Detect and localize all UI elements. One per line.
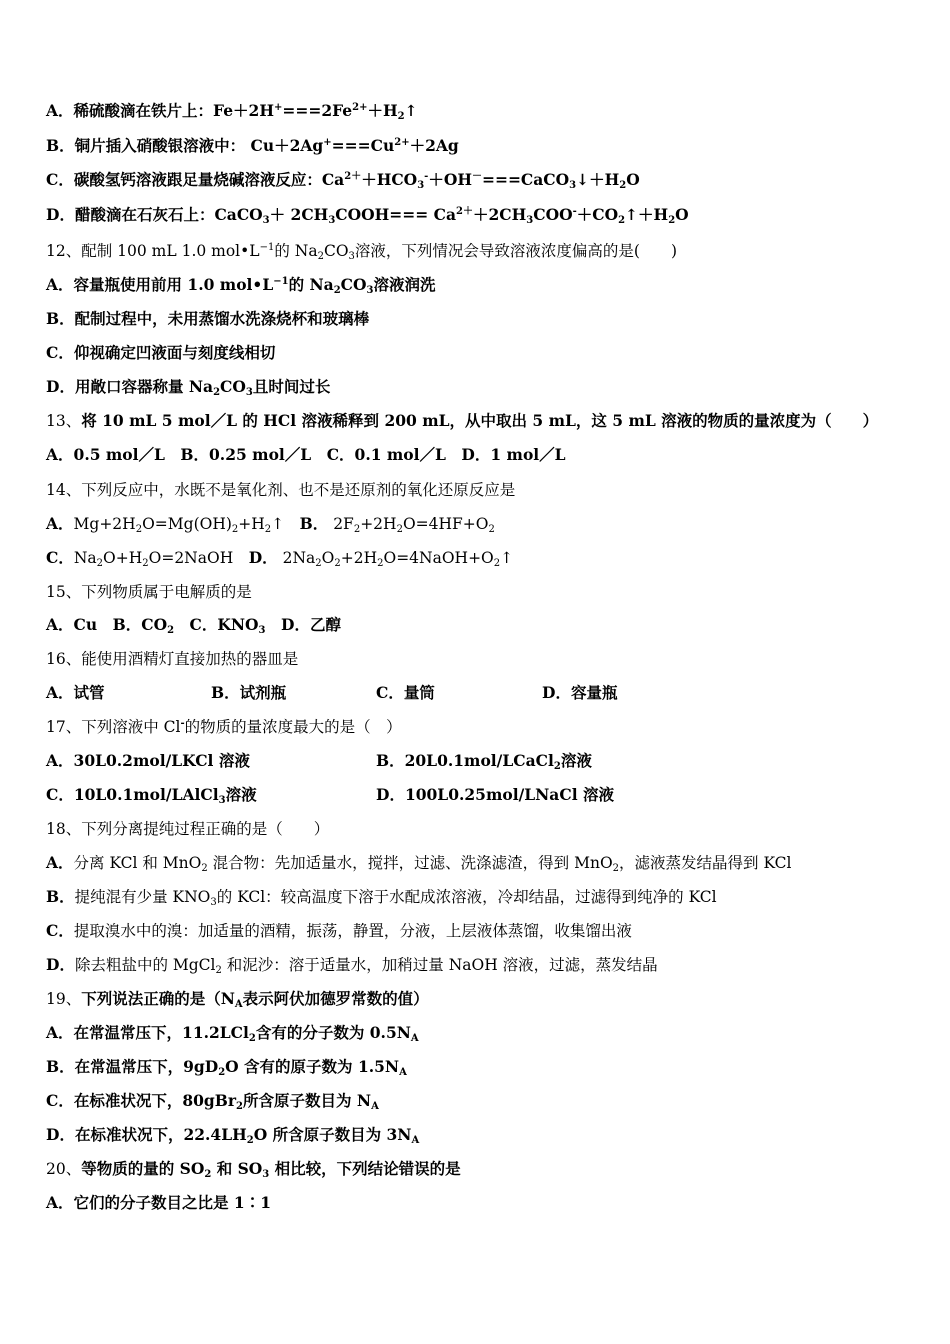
q18-option-b: B．提纯混有少量 $KNO_3$的 KCl：较高温度下溶于水配成浓溶液，冷却结晶，过滤得到纯净的 KCl [46, 887, 717, 908]
q14-stem: 14、下列反应中，水既不是氧化剂、也不是还原剂的氧化还原反应是 [46, 481, 516, 499]
q19-stem: 19、下列说法正确的是（$N_A$表示阿伏加德罗常数的值） [46, 989, 429, 1010]
q16-stem: 16、能使用酒精灯直接加热的器皿是 [46, 650, 299, 668]
q17-option-d: D．100L0.25mol/LNaCl 溶液 [376, 785, 614, 804]
q11-option-a: A．稀硫酸滴在铁片上：$Fe+2H^+===2Fe^{2+}+H_2↑$ [46, 101, 418, 122]
q19-option-a: A．在常温常压下，11.2LCl$_2$含有的分子数为 $0.5N_A$ [46, 1023, 419, 1044]
q12-option-b: B．配制过程中，未用蒸馏水洗涤烧杯和玻璃棒 [46, 309, 370, 328]
q19-option-c: C．在标准状况下，80gBr$_2$所含原子数目为 $N_A$ [46, 1091, 379, 1112]
q17-option-c: C．10L0.1mol/LAlCl$_3$溶液 [46, 785, 257, 806]
q16-option-a: A．试管 [46, 683, 105, 702]
q13-options: A．0.5 mol／L B．0.25 mol／L C．0.1 mol／L D．1 mol／L [46, 445, 566, 464]
q16-option-b: B．试剂瓶 [211, 683, 287, 702]
q17-option-a: A．30L0.2mol/LKCl 溶液 [46, 751, 250, 770]
q18-stem: 18、下列分离提纯过程正确的是（ ） [46, 820, 330, 838]
q12-stem: 12、配制 100 mL 1.0 $mol•L^{-1}$的 $Na_2CO_3$溶液，下列情况会导致溶液浓度偏高的是( ) [46, 242, 678, 262]
q12-option-c: C．仰视确定凹液面与刻度线相切 [46, 343, 276, 362]
q19-option-b: B．在常温常压下，$9gD_2O$ 含有的原子数为 $1.5N_A$ [46, 1057, 407, 1078]
q17-option-b: B．20L0.1mol/LCaCl$_2$溶液 [376, 751, 592, 772]
q18-option-d: D．除去粗盐中的 MgCl$_2$ 和泥沙：溶于适量水，加稍过量 NaOH 溶液，过滤，蒸发结晶 [46, 955, 658, 976]
q15-stem: 15、下列物质属于电解质的是 [46, 583, 252, 601]
q16-option-c: C．量筒 [376, 683, 435, 702]
q19-option-d: D．在标准状况下，$22.4LH_2O$ 所含原子数目为 $3N_A$ [46, 1125, 420, 1146]
q20-option-a: A．它们的分子数目之比是 1∶1 [46, 1193, 271, 1212]
q17-stem: 17、下列溶液中 Cl-的物质的量浓度最大的是（ ） [46, 718, 402, 736]
q11-option-d: D．醋酸滴在石灰石上：CaCO$_3$＋ $2CH_3COOH===$ $Ca^{2+}+2CH_3COO^-+CO_2↑+H_2O$ [46, 205, 689, 226]
q16-option-d: D．容量瓶 [542, 683, 618, 702]
q18-option-c: C．提取溴水中的溴：加适量的酒精，振荡，静置，分液，上层液体蒸馏，收集馏出液 [46, 921, 632, 940]
q14-options-cd: C．$Na_2O+H_2O=2NaOH$ D． $2Na_2O_2+2H_2O=4NaOH+O_2↑$ [46, 548, 514, 569]
q20-stem: 20、等物质的量的 $SO_2$ 和 $SO_3$ 相比较，下列结论错误的是 [46, 1159, 461, 1180]
q13-stem: 13、将 10 mL 5 mol／L 的 HCl 溶液稀释到 200 mL，从中取出 5 mL，这 5 mL 溶液的物质的量浓度为（ ） [46, 411, 879, 430]
q12-option-d: D．用敞口容器称量 $Na_2CO_3$且时间过长 [46, 377, 331, 398]
q11-option-c: C．碳酸氢钙溶液跟足量烧碱溶液反应：$Ca^{2+}+HCO_3^-+OH^-===CaCO_3↓+H_2O$ [46, 170, 640, 191]
q15-options: A．Cu B．$CO_2$ C．$KNO_3$ D．乙醇 [46, 615, 341, 636]
q14-options-ab: A．$Mg+2H_2O=Mg(OH)_2+H_2↑$ B． $2F_2+2H_2O=4HF+O_2$ [46, 514, 495, 535]
q18-option-a: A．分离 KCl 和 MnO$_2$ 混合物：先加适量水，搅拌，过滤、洗涤滤渣，得到 MnO$_2$，滤液蒸发结晶得到 KCl [46, 853, 792, 874]
q12-option-a: A．容量瓶使用前用 1.0 $mol•L^{-1}$的 $Na_2CO_3$溶液润洗 [46, 275, 436, 296]
q11-option-b: B．铜片插入硝酸银溶液中： $Cu+2Ag^+===Cu^{2+}+2Ag$ [46, 136, 459, 155]
